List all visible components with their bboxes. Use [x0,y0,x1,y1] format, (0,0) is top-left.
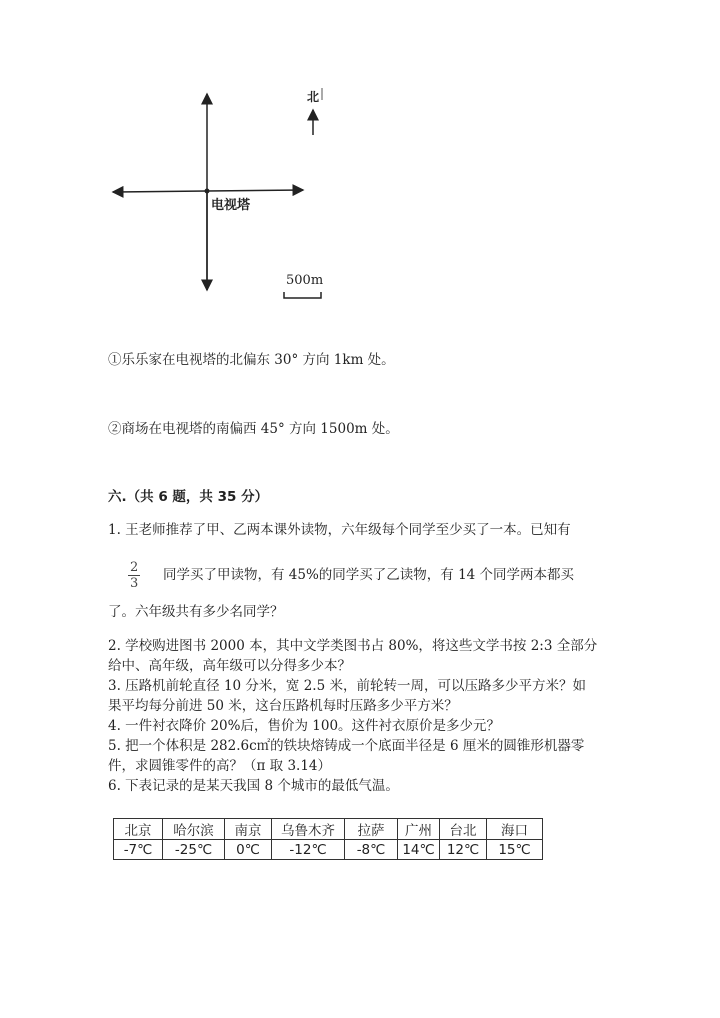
table-cell: -12℃ [272,840,345,860]
table-row-temps [114,840,543,860]
item-1: ①乐乐家在电视塔的北偏东 30° 方向 1km 处。 [108,352,395,368]
table-cell: -7℃ [114,840,163,860]
east-axis [207,190,303,191]
q5-line2: 件，求圆锥零件的高？（π 取 3.14） [108,758,332,774]
tv-tower-point [205,189,210,194]
q5-line1: 5. 把一个体积是 282.6c㎡的铁块熔铸成一个底面半径是 6 厘米的圆锥形机器零 [108,738,585,754]
scale-label: 500m [286,273,324,288]
item-2: ②商场在电视塔的南偏西 45° 方向 1500m 处。 [108,421,399,437]
table-cell: 海口 [487,819,543,840]
table-cell: 南京 [225,819,272,840]
direction-diagram [0,0,720,320]
table-cell: 哈尔滨 [163,819,225,840]
temperature-table [113,818,543,860]
table-cell: 广州 [398,819,440,840]
table-cell: 乌鲁木齐 [272,819,345,840]
table-cell: 北京 [114,819,163,840]
fraction [128,560,140,591]
table-row-cities [114,819,543,840]
q1-line1: 1. 王老师推荐了甲、乙两本课外读物，六年级每个同学至少买了一本。已知有 [108,522,571,538]
q3-line2: 果平均每分前进 50 米，这台压路机每时压路多少平方米？ [108,698,458,714]
table-cell: 拉萨 [345,819,398,840]
table-cell: 15℃ [487,840,543,860]
q1-line3: 了。六年级共有多少名同学？ [108,604,284,620]
west-axis [113,191,207,192]
table-cell: -8℃ [345,840,398,860]
table-cell: 12℃ [440,840,487,860]
fraction-denominator: 3 [130,576,139,591]
q4: 4. 一件衬衣降价 20%后，售价为 100。这件衬衣原价是多少元？ [108,718,501,734]
q3-line1: 3. 压路机前轮直径 10 分米，宽 2.5 米，前轮转一周，可以压路多少平方米？如 [108,678,586,694]
q1-line2: 同学买了甲读物，有 45%的同学买了乙读物，有 14 个同学两本都买 [163,567,575,583]
table-cell: 14℃ [398,840,440,860]
north-label: 北 [307,90,320,104]
q2-line1: 2. 学校购进图书 2000 本，其中文学类图书占 80%，将这些文学书按 2:3 全部分 [108,638,598,654]
q2-line2: 给中、高年级，高年级可以分得多少本？ [108,658,351,674]
table-cell: 0℃ [225,840,272,860]
table-cell: 台北 [440,819,487,840]
table-cell: -25℃ [163,840,225,860]
fraction-numerator: 2 [130,560,139,575]
scale-bar [284,292,321,298]
tv-tower-label: 电视塔 [211,198,251,213]
section-heading: 六.（共 6 题，共 35 分） [108,489,269,505]
q6: 6. 下表记录的是某天我国 8 个城市的最低气温。 [108,778,399,794]
